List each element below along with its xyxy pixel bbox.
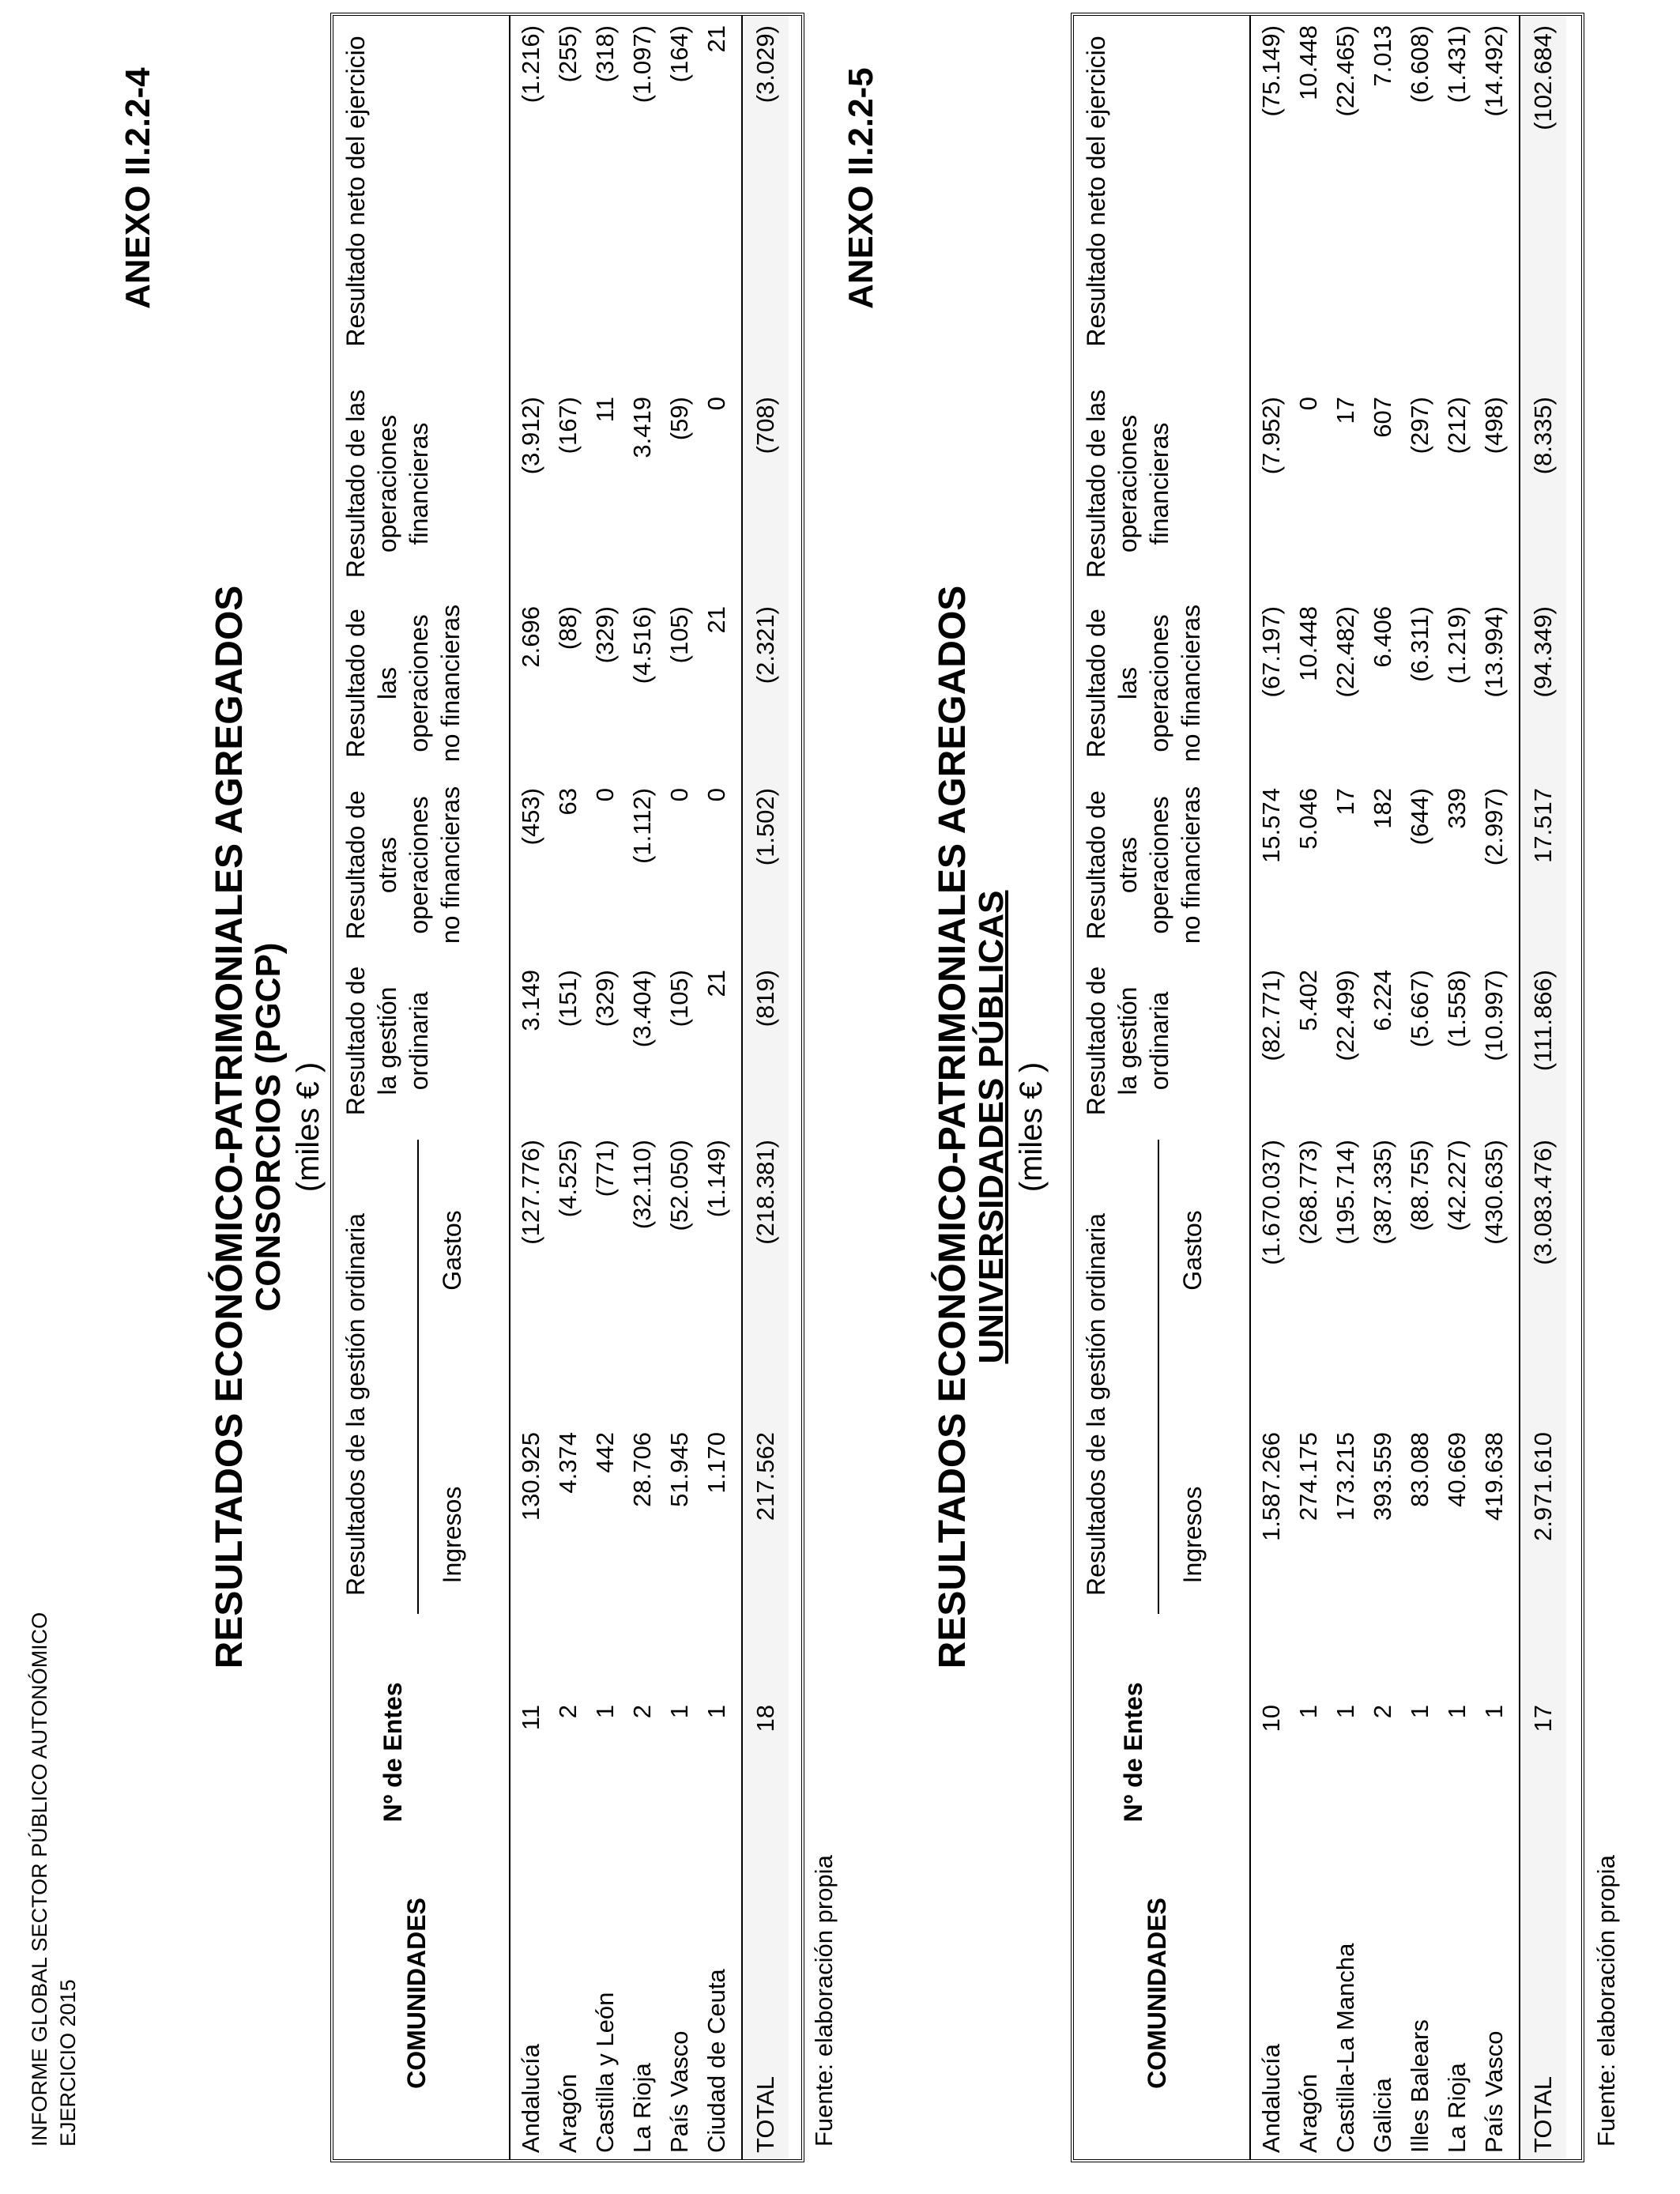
cell-rf: 3.419 <box>628 397 656 458</box>
table-row <box>1401 16 1438 2159</box>
cell-ro: 0 <box>703 788 730 802</box>
cell-n: 1 <box>1480 1705 1508 1719</box>
report-year: EJERCICIO 2015 <box>56 1979 80 2147</box>
col-entes: Nº de Entes <box>379 1682 407 1823</box>
cell-c: La Rioja <box>628 2063 656 2153</box>
cell-i: 442 <box>591 1432 619 1473</box>
cell-g: (430.635) <box>1480 1140 1508 1245</box>
cell-rnf: (105) <box>665 606 693 664</box>
cell-i: 274.175 <box>1294 1432 1322 1521</box>
cell-rn: (318) <box>591 25 619 83</box>
cell-i: 130.925 <box>517 1432 544 1521</box>
cell-ro: 17 <box>1332 788 1359 816</box>
cell-g: (42.227) <box>1443 1140 1471 1231</box>
cell-rf: (297) <box>1406 397 1433 454</box>
cell-c: Galicia <box>1369 2078 1396 2153</box>
cell-rg: (819) <box>751 970 779 1027</box>
cell-rnf: (2.321) <box>751 606 779 684</box>
cell-rnf: (4.516) <box>628 606 656 684</box>
table-row <box>623 16 661 2159</box>
cell-g: (771) <box>591 1140 619 1197</box>
cell-rf: (498) <box>1480 397 1508 454</box>
total-row <box>1519 16 1566 2159</box>
cell-rf: (708) <box>751 397 779 454</box>
cell-rn: (1.431) <box>1443 25 1471 104</box>
cell-ro: 63 <box>554 788 582 816</box>
cell-rnf: (22.482) <box>1332 606 1359 698</box>
table-row <box>1475 16 1512 2159</box>
cell-rf: 607 <box>1369 397 1396 438</box>
table1-header <box>333 16 510 2159</box>
cell-rnf: 10.448 <box>1294 606 1322 681</box>
cell-n: 1 <box>1332 1705 1359 1719</box>
cell-rnf: (88) <box>554 606 582 650</box>
cell-ro: 339 <box>1443 788 1471 829</box>
cell-i: 217.562 <box>751 1432 779 1521</box>
cell-rnf: (13.994) <box>1480 606 1508 698</box>
cell-rg: (151) <box>554 970 582 1027</box>
annex-label-1: ANEXO II.2.2-4 <box>119 67 157 309</box>
cell-rnf: (6.311) <box>1406 606 1433 682</box>
cell-n: 10 <box>1257 1705 1285 1732</box>
col-comunidades: COMUNIDADES <box>402 1898 431 2089</box>
col-res-nofin: Resultado de las operaciones no financieras <box>1082 604 1205 763</box>
table2-title <box>932 455 1010 1799</box>
table-row <box>698 16 735 2159</box>
cell-g: (218.381) <box>751 1140 779 1245</box>
cell-c: Aragón <box>1294 2074 1322 2153</box>
cell-rnf: (94.349) <box>1529 606 1557 698</box>
cell-n: 1 <box>1294 1705 1322 1719</box>
cell-rn: (3.029) <box>751 25 779 104</box>
cell-ro: (2.997) <box>1480 788 1508 866</box>
cell-rf: (3.912) <box>517 397 544 475</box>
col-res-gestion: Resultado de la gestión ordinaria <box>341 966 433 1116</box>
cell-g: (127.776) <box>517 1140 544 1245</box>
report-header <box>25 1612 82 2147</box>
cell-rn: (1.097) <box>628 25 656 104</box>
col-res-nofin: Resultado de las operaciones no financieras <box>341 604 465 763</box>
col-ingresos: Ingresos <box>1178 1486 1207 1584</box>
cell-c: Castilla y León <box>591 1992 619 2153</box>
cell-n: 18 <box>751 1705 779 1732</box>
cell-rnf: (1.219) <box>1443 606 1471 684</box>
cell-ro: 0 <box>591 788 619 802</box>
cell-ro: 15.574 <box>1257 788 1285 863</box>
cell-n: 2 <box>628 1705 656 1719</box>
col-res-otras: Resultado de otras operaciones no financieras <box>1082 786 1205 944</box>
cell-rn: (102.684) <box>1529 25 1557 130</box>
cell-rg: 5.402 <box>1294 970 1322 1031</box>
table-row <box>1364 16 1401 2159</box>
col-gastos: Gastos <box>438 1210 466 1291</box>
cell-i: 1.587.266 <box>1257 1432 1285 1541</box>
cell-rn: (255) <box>554 25 582 83</box>
cell-i: 40.669 <box>1443 1432 1471 1507</box>
cell-rn: 7.013 <box>1369 25 1396 87</box>
cell-i: 4.374 <box>554 1432 582 1494</box>
table-row <box>661 16 698 2159</box>
cell-c: Illes Balears <box>1406 2019 1433 2153</box>
cell-n: 1 <box>1406 1705 1433 1719</box>
cell-i: 419.638 <box>1480 1432 1508 1521</box>
col-group-rule <box>417 1140 419 1614</box>
cell-rnf: 6.406 <box>1369 606 1396 668</box>
cell-rn: (14.492) <box>1480 25 1508 117</box>
cell-rn: (22.465) <box>1332 25 1359 117</box>
cell-rg: (22.499) <box>1332 970 1359 1061</box>
cell-n: 1 <box>1443 1705 1471 1719</box>
cell-rg: (82.771) <box>1257 970 1285 1061</box>
cell-rf: 0 <box>703 397 730 411</box>
table-row <box>1252 16 1290 2159</box>
col-res-fin: Resultado de las operaciones financieras <box>1082 389 1173 579</box>
cell-i: 51.945 <box>665 1432 693 1507</box>
cell-ro: (1.502) <box>751 788 779 866</box>
cell-rnf: 21 <box>703 606 730 634</box>
table-row <box>1327 16 1364 2159</box>
cell-rg: (105) <box>665 970 693 1027</box>
cell-g: (195.714) <box>1332 1140 1359 1245</box>
table2-units: (miles € ) <box>1014 1061 1049 1193</box>
cell-c: Andalucía <box>517 2044 544 2153</box>
cell-g: (4.525) <box>554 1140 582 1218</box>
cell-i: 1.170 <box>703 1432 730 1494</box>
cell-n: 17 <box>1529 1705 1557 1732</box>
cell-rg: (3.404) <box>628 970 656 1048</box>
cell-rg: (5.667) <box>1406 970 1433 1048</box>
cell-ro: 182 <box>1369 788 1396 829</box>
cell-rnf: (67.197) <box>1257 606 1285 698</box>
cell-n: 1 <box>703 1705 730 1719</box>
cell-rf: 0 <box>1294 397 1322 411</box>
cell-g: (88.755) <box>1406 1140 1433 1231</box>
cell-n: 1 <box>591 1705 619 1719</box>
col-ingresos: Ingresos <box>438 1486 466 1584</box>
cell-c: TOTAL <box>751 2075 779 2153</box>
cell-rg: (111.866) <box>1529 970 1557 1072</box>
cell-ro: (1.112) <box>628 788 656 864</box>
col-res-otras: Resultado de otras operaciones no financieras <box>341 786 465 944</box>
col-gastos: Gastos <box>1178 1210 1207 1291</box>
cell-c: Aragón <box>554 2074 582 2153</box>
cell-g: (32.110) <box>628 1140 656 1230</box>
cell-rn: (164) <box>665 25 693 83</box>
table1-title <box>209 455 287 1799</box>
cell-rn: (6.608) <box>1406 25 1433 104</box>
cell-rg: (329) <box>591 970 619 1027</box>
cell-n: 2 <box>1369 1705 1396 1719</box>
col-group-gestion: Resultados de la gestión ordinaria <box>341 1213 370 1596</box>
total-row <box>741 16 789 2159</box>
cell-rnf: 2.696 <box>517 606 544 668</box>
cell-i: 28.706 <box>628 1432 656 1507</box>
cell-ro: (644) <box>1406 788 1433 846</box>
cell-c: País Vasco <box>1480 2030 1508 2153</box>
cell-g: (1.670.037) <box>1257 1140 1285 1265</box>
col-entes: Nº de Entes <box>1119 1682 1147 1823</box>
col-comunidades: COMUNIDADES <box>1143 1898 1171 2089</box>
cell-i: 83.088 <box>1406 1432 1433 1507</box>
cell-c: TOTAL <box>1529 2075 1557 2153</box>
cell-rnf: (329) <box>591 606 619 664</box>
cell-rn: 10.448 <box>1294 25 1322 100</box>
cell-i: 173.215 <box>1332 1432 1359 1521</box>
cell-rf: (59) <box>665 397 693 441</box>
table2-source: Fuente: elaboración propia <box>1592 1855 1620 2147</box>
cell-rn: (1.216) <box>517 25 544 104</box>
table2-title-text: RESULTADOS ECONÓMICO-PATRIMONIALES AGREGADOS <box>932 585 974 1669</box>
cell-rf: 17 <box>1332 397 1359 424</box>
table2-subtitle: UNIVERSIDADES PÚBLICAS <box>972 890 1011 1364</box>
cell-g: (387.335) <box>1369 1140 1396 1245</box>
col-res-neto: Resultado neto del ejercicio <box>1082 36 1110 347</box>
cell-rf: (167) <box>554 397 582 454</box>
cell-g: (268.773) <box>1294 1140 1322 1245</box>
col-res-gestion: Resultado de la gestión ordinaria <box>1082 966 1173 1116</box>
cell-rg: 6.224 <box>1369 970 1396 1031</box>
annex-label-2: ANEXO II.2.2-5 <box>842 67 880 309</box>
cell-c: Ciudad de Ceuta <box>703 1969 730 2153</box>
cell-rf: (7.952) <box>1257 397 1285 475</box>
cell-rf: (212) <box>1443 397 1471 454</box>
cell-rg: 21 <box>703 970 730 997</box>
table-row <box>1438 16 1475 2159</box>
cell-g: (3.083.476) <box>1529 1140 1557 1265</box>
cell-c: País Vasco <box>665 2030 693 2153</box>
cell-rf: (8.335) <box>1529 397 1557 475</box>
table-row <box>1290 16 1327 2159</box>
cell-rg: 3.149 <box>517 970 544 1031</box>
cell-ro: (453) <box>517 788 544 846</box>
table1-source: Fuente: elaboración propia <box>810 1855 838 2147</box>
cell-n: 1 <box>665 1705 693 1719</box>
table-row <box>512 16 549 2159</box>
table1-subtitle: CONSORCIOS (PGCP) <box>249 942 288 1312</box>
cell-g: (52.050) <box>665 1140 693 1231</box>
cell-c: La Rioja <box>1443 2063 1471 2153</box>
cell-rn: 21 <box>703 25 730 53</box>
table-row <box>586 16 623 2159</box>
table2-header <box>1074 16 1251 2159</box>
report-title: INFORME GLOBAL SECTOR PÚBLICO AUTONÓMICO <box>28 1612 51 2147</box>
table-consorcios <box>330 13 804 2162</box>
col-res-fin: Resultado de las operaciones financieras <box>341 389 433 579</box>
cell-ro: 5.046 <box>1294 788 1322 850</box>
cell-rg: (1.558) <box>1443 970 1471 1048</box>
cell-i: 393.559 <box>1369 1432 1396 1521</box>
table1-units: (miles € ) <box>291 1061 326 1193</box>
cell-c: Castilla-La Mancha <box>1332 1943 1359 2153</box>
table-universidades <box>1071 13 1584 2162</box>
col-group-rule <box>1158 1140 1159 1614</box>
table1-title-text: RESULTADOS ECONÓMICO-PATRIMONIALES AGREGADOS <box>209 585 250 1669</box>
col-group-gestion: Resultados de la gestión ordinaria <box>1082 1213 1110 1596</box>
table-row <box>549 16 586 2159</box>
cell-c: Andalucía <box>1257 2044 1285 2153</box>
cell-ro: 0 <box>665 788 693 802</box>
cell-rn: (75.149) <box>1257 25 1285 117</box>
cell-rg: (10.997) <box>1480 970 1508 1061</box>
cell-ro: 17.517 <box>1529 788 1557 863</box>
cell-rf: 11 <box>591 397 619 423</box>
cell-g: (1.149) <box>703 1140 730 1218</box>
cell-i: 2.971.610 <box>1529 1432 1557 1541</box>
col-res-neto: Resultado neto del ejercicio <box>341 36 370 347</box>
cell-n: 2 <box>554 1705 582 1719</box>
cell-n: 11 <box>517 1705 544 1731</box>
